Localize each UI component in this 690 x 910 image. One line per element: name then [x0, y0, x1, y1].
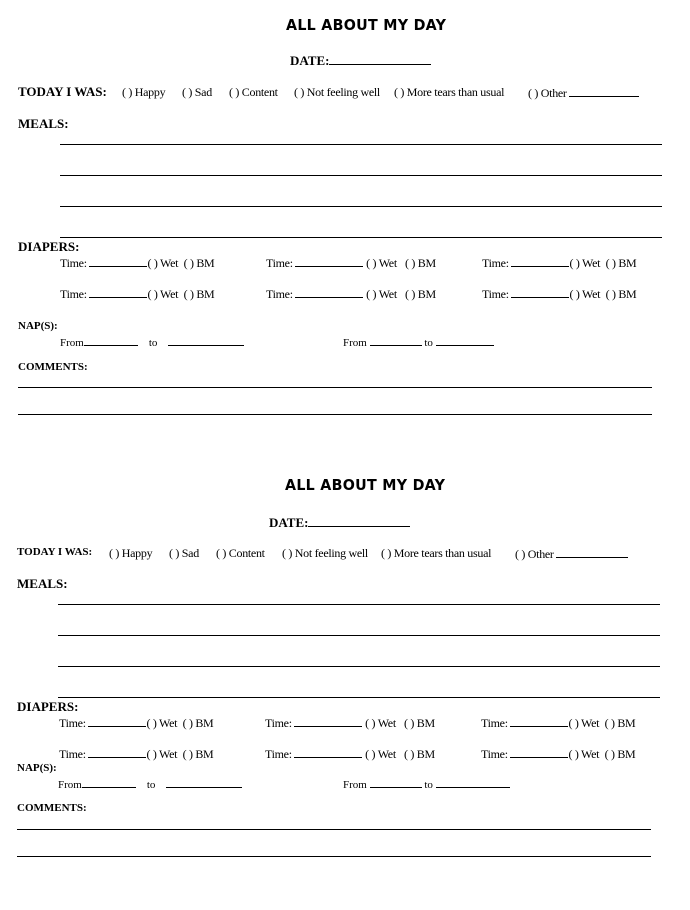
from-label: From — [343, 779, 367, 791]
meals-line[interactable] — [58, 635, 660, 636]
bm-option[interactable]: ( ) BM — [183, 287, 215, 301]
date-field[interactable] — [329, 53, 431, 65]
mood-option-not-feeling-well[interactable]: ( ) Not feeling well — [282, 546, 368, 560]
time-field[interactable] — [510, 746, 568, 758]
other-field[interactable] — [569, 85, 639, 97]
mood-option-happy[interactable]: ( ) Happy — [122, 85, 166, 99]
time-label: Time: — [59, 716, 86, 730]
time-label: Time: — [482, 287, 509, 301]
mood-option-sad[interactable]: ( ) Sad — [182, 85, 212, 99]
bm-option[interactable]: ( ) BM — [604, 747, 636, 761]
diaper-entry — [481, 715, 635, 731]
time-label: Time: — [266, 287, 293, 301]
from-field[interactable] — [370, 776, 422, 788]
diaper-entry — [60, 255, 214, 271]
time-field[interactable] — [89, 286, 147, 298]
diaper-entry — [481, 746, 635, 762]
diaper-entry — [59, 746, 213, 762]
wet-option[interactable]: ( ) Wet — [147, 287, 179, 301]
time-field[interactable] — [88, 746, 146, 758]
comments-label: COMMENTS: — [17, 802, 87, 814]
time-label: Time: — [266, 256, 293, 270]
mood-option-not-feeling-well[interactable]: ( ) Not feeling well — [294, 85, 380, 99]
to-field[interactable] — [168, 334, 244, 346]
from-field[interactable] — [82, 776, 136, 788]
diaper-entry — [265, 746, 435, 762]
to-label: to — [146, 779, 156, 791]
time-label: Time: — [60, 256, 87, 270]
diapers-label: DIAPERS: — [17, 699, 79, 714]
wet-option[interactable]: ( ) Wet — [365, 747, 396, 761]
other-field[interactable] — [556, 546, 628, 558]
nap-entry — [343, 776, 510, 791]
time-label: Time: — [265, 747, 292, 761]
to-field[interactable] — [166, 776, 242, 788]
mood-option-happy[interactable]: ( ) Happy — [109, 546, 153, 560]
from-field[interactable] — [84, 334, 138, 346]
meals-line[interactable] — [58, 697, 660, 698]
wet-option[interactable]: ( ) Wet — [366, 256, 397, 270]
mood-option-content[interactable]: ( ) Content — [229, 85, 278, 99]
bm-option[interactable]: ( ) BM — [404, 256, 436, 270]
from-label: From — [58, 779, 82, 791]
bm-option[interactable]: ( ) BM — [604, 716, 636, 730]
bm-option[interactable]: ( ) BM — [182, 716, 214, 730]
bm-option[interactable]: ( ) BM — [403, 716, 435, 730]
diaper-entry — [59, 715, 213, 731]
to-label: to — [424, 779, 433, 791]
time-label: Time: — [481, 747, 508, 761]
form-title: ALL ABOUT MY DAY — [286, 16, 447, 34]
naps-label: NAP(S): — [18, 320, 58, 332]
comments-line[interactable] — [18, 414, 652, 415]
comments-line[interactable] — [18, 387, 652, 388]
time-field[interactable] — [510, 715, 568, 727]
time-field[interactable] — [295, 286, 363, 298]
to-field[interactable] — [436, 776, 510, 788]
time-field[interactable] — [511, 255, 569, 267]
meals-line[interactable] — [60, 206, 662, 207]
mood-option-other[interactable] — [528, 85, 639, 101]
nap-entry — [343, 334, 494, 349]
wet-option[interactable]: ( ) Wet — [569, 287, 601, 301]
wet-option[interactable]: ( ) Wet — [365, 716, 396, 730]
from-label: From — [343, 337, 367, 349]
mood-option-other-label: ( ) Other — [528, 86, 567, 100]
daily-form-1 — [0, 0, 690, 450]
mood-option-more-tears[interactable]: ( ) More tears than usual — [381, 546, 492, 560]
from-label: From — [60, 337, 84, 349]
diapers-label: DIAPERS: — [18, 239, 80, 254]
meals-label: MEALS: — [18, 116, 69, 131]
diaper-entry — [266, 255, 436, 271]
date-row — [269, 515, 410, 531]
wet-option[interactable]: ( ) Wet — [146, 716, 178, 730]
time-field[interactable] — [89, 255, 147, 267]
time-field[interactable] — [295, 255, 363, 267]
meals-line[interactable] — [58, 604, 660, 605]
mood-label: TODAY I WAS: — [17, 546, 93, 558]
bm-option[interactable]: ( ) BM — [605, 256, 637, 270]
time-field[interactable] — [294, 715, 362, 727]
diaper-entry — [482, 286, 636, 302]
bm-option[interactable]: ( ) BM — [403, 747, 435, 761]
mood-option-sad[interactable]: ( ) Sad — [169, 546, 199, 560]
wet-option[interactable]: ( ) Wet — [147, 256, 179, 270]
wet-option[interactable]: ( ) Wet — [569, 256, 601, 270]
diaper-entry — [266, 286, 436, 302]
nap-entry — [58, 776, 242, 791]
meals-label: MEALS: — [17, 576, 68, 591]
time-label: Time: — [482, 256, 509, 270]
meals-line[interactable] — [60, 237, 662, 238]
mood-option-more-tears[interactable]: ( ) More tears than usual — [394, 85, 505, 99]
time-label: Time: — [60, 287, 87, 301]
from-field[interactable] — [370, 334, 422, 346]
date-row — [290, 53, 431, 69]
mood-label: TODAY I WAS: — [18, 84, 107, 99]
bm-option[interactable]: ( ) BM — [404, 287, 436, 301]
meals-line[interactable] — [58, 666, 660, 667]
time-field[interactable] — [511, 286, 569, 298]
comments-line[interactable] — [17, 856, 651, 857]
naps-label: NAP(S): — [17, 762, 57, 774]
time-label: Time: — [59, 747, 86, 761]
wet-option[interactable]: ( ) Wet — [146, 747, 178, 761]
bm-option[interactable]: ( ) BM — [605, 287, 637, 301]
wet-option[interactable]: ( ) Wet — [366, 287, 397, 301]
date-label: DATE: — [290, 53, 330, 68]
wet-option[interactable]: ( ) Wet — [568, 747, 600, 761]
diaper-entry — [265, 715, 435, 731]
mood-option-other-label: ( ) Other — [515, 547, 554, 561]
to-field[interactable] — [436, 334, 494, 346]
form-title: ALL ABOUT MY DAY — [285, 476, 446, 494]
date-field[interactable] — [308, 515, 410, 527]
nap-entry — [60, 334, 244, 349]
date-label: DATE: — [269, 515, 309, 530]
meals-line[interactable] — [60, 175, 662, 176]
bm-option[interactable]: ( ) BM — [182, 747, 214, 761]
meals-line[interactable] — [60, 144, 662, 145]
mood-option-content[interactable]: ( ) Content — [216, 546, 265, 560]
bm-option[interactable]: ( ) BM — [183, 256, 215, 270]
wet-option[interactable]: ( ) Wet — [568, 716, 600, 730]
comments-label: COMMENTS: — [18, 361, 88, 373]
time-label: Time: — [265, 716, 292, 730]
to-label: to — [424, 337, 433, 349]
mood-option-other[interactable] — [515, 546, 628, 562]
time-label: Time: — [481, 716, 508, 730]
time-field[interactable] — [294, 746, 362, 758]
time-field[interactable] — [88, 715, 146, 727]
to-label: to — [148, 337, 158, 349]
diaper-entry — [60, 286, 214, 302]
daily-form-2 — [0, 460, 690, 910]
comments-line[interactable] — [17, 829, 651, 830]
diaper-entry — [482, 255, 636, 271]
